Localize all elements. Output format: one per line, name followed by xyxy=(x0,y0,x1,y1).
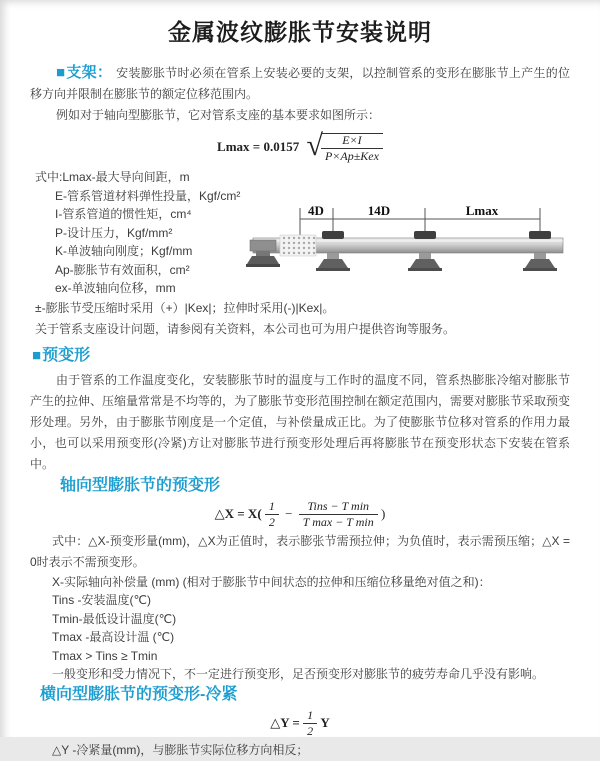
formula-lhs: △X = X( xyxy=(214,505,262,521)
formula-fraction xyxy=(321,133,383,163)
axial-line: Tmax > Tins ≥ Tmin xyxy=(52,648,158,663)
definition-line: K-单波轴向刚度；Kgf/mm xyxy=(55,244,193,258)
bellows-section xyxy=(280,235,316,256)
lateral-predeform-formula xyxy=(30,708,570,738)
support-section-label: 支架： xyxy=(66,64,113,81)
guide-spacing-formula xyxy=(30,130,570,164)
definitions-and-diagram xyxy=(30,168,570,298)
predeform-body-text: 由于管系的工作温度变化，安装膨胀节时的温度与工作时的温度不同，管系热膨胀冷缩对膨胀节产生的拉伸、压缩量常常是不均等的，为了膨胀节变形范围控制在额定范围内，需要对膨胀节采取预变形处理。另外，由于膨胀节刚度是一个定值，与补偿量成正比。为了使膨胀节位移对管系的作用力最小，也可以采用预变形(冷紧)方让对膨胀节进行预变形处理后再将膨胀节在预变形状态下安装在管系中。 xyxy=(30,372,571,471)
page-title: 金属波纹膨胀节安装说明 xyxy=(168,19,432,45)
support-example-text: 例如对于轴向型膨胀节，它对管系支座的基本要求如图所示： xyxy=(56,108,381,122)
closing-paren: ) xyxy=(381,505,386,521)
lateral-predeform-heading: 横向型膨胀节的预变形-冷紧 xyxy=(40,685,238,703)
definition-line: E-管系管道材料弹性投量，Kgf/cm² xyxy=(55,188,241,203)
pipe-support-diagram xyxy=(248,200,573,297)
fraction-denominator: P×Ap±Kex xyxy=(324,149,379,164)
axial-explain-text: 式中：△X-预变形量(mm)，△X为正值时，表示膨张节需预拉伸；为负值时，表示需预压缩；△X = 0时表示不需预变形。 xyxy=(30,533,570,569)
axial-line: Tmax -最高设计温 (℃) xyxy=(52,630,175,644)
fraction-numerator: Tins − T min xyxy=(299,500,378,515)
dim-label-14d: 14D xyxy=(367,203,391,218)
definition-line: 式中:Lmax-最大导向间距，m xyxy=(35,170,190,184)
definition-line: Ap-膨胀节有效面积，cm² xyxy=(55,262,190,277)
axial-predeform-formula xyxy=(30,499,570,529)
fraction-denominator: 2 xyxy=(268,515,275,530)
fraction-denominator: T max − T min xyxy=(302,515,374,530)
predeform-section-heading xyxy=(32,346,570,366)
formula-lhs: △Y = xyxy=(270,714,300,730)
definition-line: I-管系管道的惯性矩，cm⁴ xyxy=(55,207,192,221)
service-note: 关于管系支座设计问题，请参阅有关资料，本公司也可为用户提供咨询等服务。 xyxy=(35,321,456,336)
lateral-note: △Y -冷紧量(mm)，与膨胀节实际位移方向相反； xyxy=(52,742,309,757)
axial-line: Tins -安装温度(℃) xyxy=(52,593,152,607)
plus-minus-note: ±-膨胀节受压缩时采用（+）|Kex|；拉伸时采用(-)|Kex|。 xyxy=(35,300,335,315)
predeform-heading-text: 预变形 xyxy=(42,346,91,364)
fraction-numerator: 1 xyxy=(265,500,279,515)
formula-lhs: Lmax = 0.0157 xyxy=(217,139,300,154)
formula-rhs: Y xyxy=(320,714,330,730)
fraction-numerator: E×I xyxy=(321,134,383,149)
axial-line: Tmin-最低设计温度(℃) xyxy=(52,611,177,626)
fraction-denominator: 2 xyxy=(307,724,314,739)
axial-predeform-heading: 轴向型膨胀节的预变形 xyxy=(60,476,221,494)
fraction-numerator: 1 xyxy=(303,709,317,724)
section-bullet-icon: ■ xyxy=(56,64,66,81)
radical-sign-icon: √ xyxy=(306,129,323,163)
support-intro-text: 安装膨胀节时必须在管系上安装必要的支架，以控制管系的变形在膨胀节上产生的位移方向并限制在膨胀节的额定位移范围内。 xyxy=(30,66,570,101)
dim-label-lmax: Lmax xyxy=(465,203,499,218)
dim-label-4d: 4D xyxy=(308,203,324,218)
axial-line: 一般变形和受力情况下，不一定进行预变形，足否预变形对膨胀节的疲劳寿命几乎没有影响。 xyxy=(52,667,545,681)
definition-line: ex-单波轴向位移，mm xyxy=(55,281,176,295)
axial-line: X-实际轴向补偿量 (mm) (相对于膨胀节中间状态的拉伸和压缩位移量绝对值之和)： xyxy=(52,574,491,589)
support-intro-paragraph xyxy=(30,62,570,105)
section-bullet-icon: ■ xyxy=(32,346,42,364)
half-fraction xyxy=(303,709,317,738)
anchor-support xyxy=(246,240,280,267)
definition-line: P-设计压力，Kgf/mm² xyxy=(55,225,173,240)
minus-sign: − xyxy=(285,505,293,521)
temperature-fraction xyxy=(299,500,378,529)
half-fraction xyxy=(265,500,279,529)
